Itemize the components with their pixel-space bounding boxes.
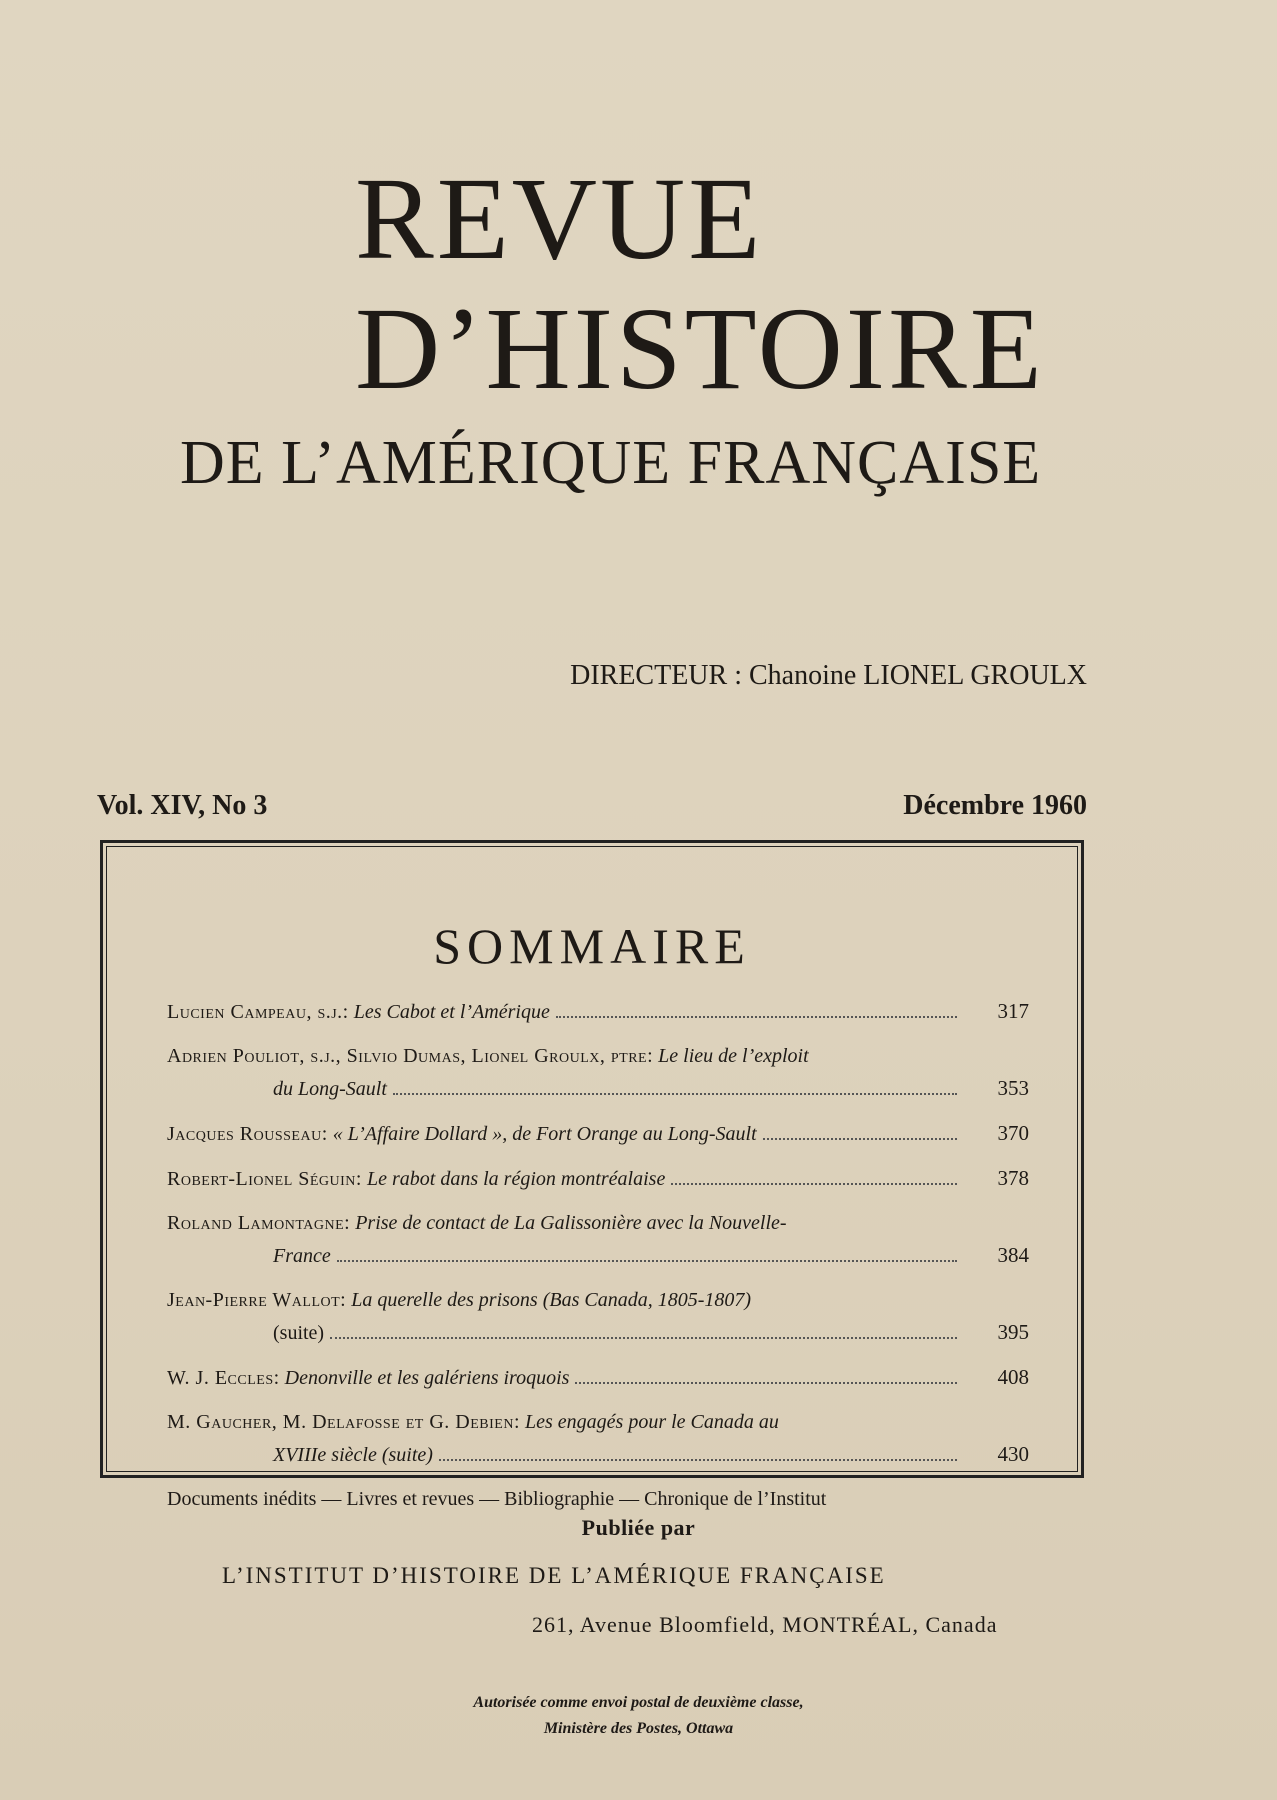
volume-number: Vol. XIV, No 3 (97, 790, 268, 821)
toc-footer-sections: Documents inédits — Livres et revues — Bibliographie — Chronique de l’Institut (167, 1488, 827, 1510)
dot-leader (439, 1453, 957, 1461)
dot-leader (393, 1087, 957, 1095)
toc-entry (167, 1207, 1029, 1272)
dot-leader (575, 1376, 957, 1384)
toc-author: Robert-Lionel Séguin: (167, 1168, 362, 1190)
dot-leader (556, 1010, 957, 1018)
toc-author: Jacques Rousseau: (167, 1123, 328, 1145)
toc-page-number: 370 (997, 1121, 1029, 1145)
toc-page-number: 378 (997, 1166, 1029, 1190)
toc-entry (167, 1040, 1029, 1105)
toc-title: Le rabot dans la région montréalaise (366, 1168, 666, 1190)
toc-entry (167, 995, 1029, 1028)
postal-notice-line-1: Autorisée comme envoi postal de deuxième classe, (473, 1694, 804, 1711)
toc-title: Prise de contact de La Galissonière avec la Nouvelle- (355, 1212, 787, 1234)
postal-notice-line-2: Ministère des Postes, Ottawa (543, 1720, 734, 1737)
toc-entry (167, 1406, 1029, 1471)
toc-title: Denonville et les galériens iroquois (284, 1367, 570, 1389)
toc-author: Lucien Campeau, s.j.: (167, 1001, 349, 1023)
toc-title: « L’Affaire Dollard », de Fort Orange au Long-Sault (332, 1123, 757, 1145)
title-line-3: DE L’AMÉRIQUE FRANÇAISE (180, 429, 1042, 497)
toc-entry (167, 1284, 1029, 1349)
toc-author: W. J. Eccles: (167, 1367, 280, 1389)
toc-title-continuation: du Long-Sault (273, 1078, 387, 1100)
contents-heading: SOMMAIRE (433, 918, 751, 974)
toc-page-number: 353 (997, 1076, 1029, 1100)
toc-title: La querelle des prisons (Bas Canada, 1805-1807) (351, 1289, 752, 1311)
toc-entry (167, 1361, 1029, 1394)
toc-entry (167, 1162, 1029, 1195)
toc-title-continuation: France (273, 1245, 331, 1267)
issue-date: Décembre 1960 (903, 790, 1087, 821)
title-line-2: D’HISTOIRE (355, 283, 1045, 414)
dot-leader (763, 1132, 957, 1140)
toc-title: Le lieu de l’exploit (658, 1045, 809, 1067)
dot-leader (671, 1177, 957, 1185)
toc-author: M. Gaucher, M. Delafosse et G. Debien: (167, 1411, 521, 1433)
toc-page-number: 317 (997, 999, 1029, 1023)
toc-author: Adrien Pouliot, s.j., Silvio Dumas, Lionel Groulx, ptre: (167, 1045, 654, 1067)
publisher-name: L’INSTITUT D’HISTOIRE DE L’AMÉRIQUE FRANÇAISE (222, 1563, 886, 1588)
postal-notice (0, 1690, 1277, 1742)
toc-page-number: 384 (997, 1243, 1029, 1267)
director-line: DIRECTEUR : Chanoine LIONEL GROULX (570, 660, 1087, 691)
toc-author: Roland Lamontagne: (167, 1212, 351, 1234)
toc-title-continuation: XVIIIe siècle (suite) (273, 1444, 433, 1466)
dot-leader (337, 1254, 957, 1262)
table-of-contents (167, 995, 1029, 1515)
toc-title-continuation: (suite) (273, 1322, 325, 1344)
toc-title: Les engagés pour le Canada au (525, 1411, 779, 1433)
publisher-address: 261, Avenue Bloomfield, MONTRÉAL, Canada (532, 1612, 998, 1637)
toc-entry (167, 1117, 1029, 1150)
publisher-intro: Publiée par (581, 1515, 696, 1540)
toc-page-number: 430 (997, 1442, 1029, 1466)
toc-author: Jean-Pierre Wallot: (167, 1289, 347, 1311)
title-line-1: REVUE (355, 153, 764, 284)
contents-box (100, 840, 1084, 1510)
toc-page-number: 395 (997, 1320, 1029, 1344)
dot-leader (330, 1331, 957, 1339)
toc-title: Les Cabot et l’Amérique (353, 1001, 550, 1023)
toc-page-number: 408 (997, 1365, 1029, 1389)
